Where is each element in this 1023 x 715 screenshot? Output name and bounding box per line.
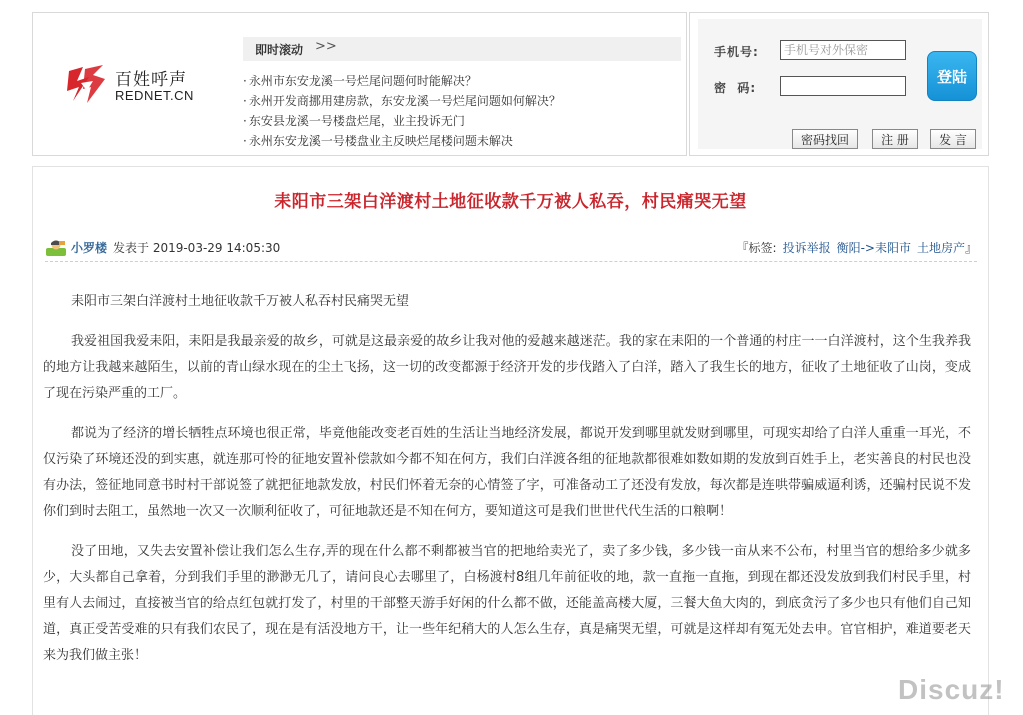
news-item[interactable] bbox=[243, 71, 681, 91]
tags-suffix: 』 bbox=[964, 241, 977, 255]
bullet-icon: · bbox=[243, 114, 247, 128]
double-chevron-right-icon: >> bbox=[315, 39, 337, 54]
article-paragraph: 都说为了经济的增长牺牲点环境也很正常，毕竟他能改变老百姓的生活让当地经济发展，都说开发到哪里就发财到哪里，可现实却给了白洋人重重一耳光，不仅污染了环境还没的到实惠，就连那可怜的征地安置补偿款如今都不知在何方，我们白洋渡各组的征地款都很难如数如期的发放到百姓手上，老实善良的村民也没有办法，签征地同意书时村干部说签了就把征地款发放，村民们怀着无奈的心情签了字，可准备动工了还没有发放，每次都是连哄带骗威逼利诱，还骗村民说不发你们到时去阻工，虽然地一次又一次顺利征收了，可征地款还是不知在何方，要知道这可是我们世世代代生活的口粮啊！ bbox=[43, 426, 971, 519]
news-item[interactable] bbox=[243, 111, 681, 131]
news-list bbox=[243, 71, 681, 151]
bullet-icon: · bbox=[243, 74, 247, 88]
post-time: 发表于 2019-03-29 14:05:30 bbox=[113, 241, 281, 255]
user-icon bbox=[45, 239, 67, 257]
bullet-icon: · bbox=[243, 134, 247, 148]
news-item-link[interactable]: 永州东安龙溪一号楼盘业主反映烂尾楼问题未解决 bbox=[248, 134, 513, 148]
tag-list bbox=[737, 239, 977, 256]
brand-panel bbox=[32, 12, 687, 156]
phone-label: 手机号: bbox=[714, 45, 759, 59]
divider bbox=[45, 261, 977, 262]
phone-input[interactable] bbox=[780, 40, 906, 60]
logo-text-en: REDNET.CN bbox=[115, 88, 194, 103]
bullet-icon: · bbox=[243, 94, 247, 108]
news-item-link[interactable]: 东安县龙溪一号楼盘烂尾，业主投诉无门 bbox=[248, 114, 465, 128]
article-paragraph: 耒阳市三架白洋渡村土地征收款千万被人私吞村民痛哭无望 bbox=[71, 294, 410, 309]
news-item[interactable] bbox=[243, 91, 681, 111]
article-title: 耒阳市三架白洋渡村土地征收款千万被人私吞，村民痛哭无望 bbox=[274, 192, 747, 212]
logo-text-cn: 百姓呼声 bbox=[115, 70, 187, 90]
post-button[interactable]: 发 言 bbox=[930, 129, 976, 149]
author-link[interactable]: 小罗楼 bbox=[71, 241, 108, 255]
rednet-logo-icon bbox=[63, 61, 109, 107]
login-button[interactable]: 登陆 bbox=[927, 51, 977, 101]
news-item[interactable] bbox=[243, 131, 681, 151]
tag-link[interactable]: 衡阳->耒阳市 bbox=[836, 241, 911, 255]
site-logo[interactable] bbox=[63, 61, 213, 107]
login-panel bbox=[689, 12, 989, 156]
news-ticker-header bbox=[243, 37, 681, 61]
password-label: 密 码: bbox=[714, 81, 757, 95]
header bbox=[32, 12, 989, 156]
tags-prefix: 『标签: bbox=[736, 241, 777, 255]
password-retrieve-button[interactable]: 密码找回 bbox=[792, 129, 858, 149]
login-form bbox=[698, 19, 982, 149]
article-meta bbox=[45, 237, 977, 259]
register-button[interactable]: 注 册 bbox=[872, 129, 918, 149]
news-item-link[interactable]: 永州市东安龙溪一号烂尾问题何时能解决？ bbox=[248, 74, 477, 88]
tag-link[interactable]: 投诉举报 bbox=[782, 241, 831, 255]
article-body bbox=[43, 289, 971, 683]
discuz-watermark: Discuz! bbox=[898, 674, 1005, 705]
article bbox=[32, 166, 989, 715]
tag-link[interactable]: 土地房产 bbox=[916, 241, 965, 255]
article-paragraph: 我爱祖国我爱耒阳，耒阳是我最亲爱的故乡，可就是这最亲爱的故乡让我对他的爱越来越迷茫。我的家在耒阳的一个普通的村庄一一白洋渡村，这个生我养我的地方让我越来越陌生，以前的青山绿水现在的尘土飞扬，这一切的改变都源于经济开发的步伐踏入了白洋，踏入了我生长的地方，征收了土地征收了山岗，变成了现在污染严重的工厂。 bbox=[43, 334, 971, 401]
news-ticker-title: 即时滚动 bbox=[255, 43, 304, 57]
news-item-link[interactable]: 永州开发商挪用建房款，东安龙溪一号烂尾问题如何解决？ bbox=[248, 94, 561, 108]
password-input[interactable] bbox=[780, 76, 906, 96]
article-paragraph: 没了田地，又失去安置补偿让我们怎么生存,弄的现在什么都不剩都被当官的把地给卖光了，卖了多少钱，多少钱一亩从来不公布，村里当官的想给多少就多少，大头都自己拿着，分到我们手里的渺渺无几了，请问良心去哪里了，白杨渡村8组几年前征收的地，款一直拖一直拖，到现在都还没发放到我们村民手里，村里有人去闹过，直接被当官的给点红包就打发了，村里的干部整天游手好闲的什么都不做，还能盖高楼大厦，三餐大鱼大肉的，到底贪污了多少也只有他们自己知道，真正受苦受难的只有我们农民了，现在是有活没地方干，让一些年纪稍大的人怎么生存，真是痛哭无望，可就是这样却有冤无处去申。官官相护，难道要老天来为我们做主张！ bbox=[43, 544, 971, 663]
